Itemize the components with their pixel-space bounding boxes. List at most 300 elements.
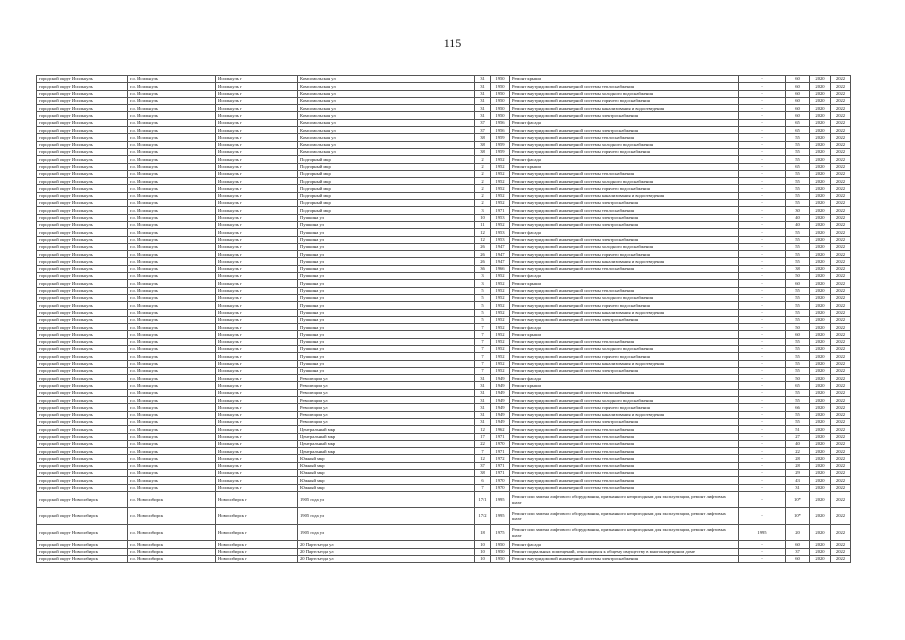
cell-work-type: Ремонт фасада [510, 119, 739, 126]
cell-work-type: Ремонт внутридомовой инженерной системы канализования и водоотведения [510, 360, 739, 367]
cell-plan-start-year: 2020 [810, 236, 831, 243]
cell-settlement: Исилькуль г [216, 148, 298, 155]
table-row [37, 316, 851, 323]
cell-street: Южный мкр [298, 462, 475, 469]
cell-last-repair-year: - [739, 331, 786, 338]
cell-locality-district: г.о. Исилькуль [128, 455, 216, 462]
cell-plan-end-year: 2022 [831, 360, 851, 367]
cell-locality-district: г.о. Исилькуль [128, 207, 216, 214]
cell-last-repair-year: 1995 [739, 524, 786, 541]
cell-settlement: Исилькуль г [216, 141, 298, 148]
cell-wear-percent: 60 [786, 556, 810, 563]
cell-locality-district: г.о. Исилькуль [128, 258, 216, 265]
cell-plan-end-year: 2022 [831, 192, 851, 199]
cell-build-year: 1952 [491, 331, 510, 338]
cell-settlement: Исилькуль г [216, 163, 298, 170]
cell-plan-end-year: 2022 [831, 200, 851, 207]
cell-house-number: 31 [475, 382, 491, 389]
cell-locality-district: г.о. Исилькуль [128, 477, 216, 484]
cell-wear-percent: 60 [786, 112, 810, 119]
cell-settlement: Новосибирск г [216, 548, 298, 555]
cell-work-type: Ремонт фасада [510, 375, 739, 382]
cell-municipality: городской округ Исилькуль [37, 90, 128, 97]
cell-plan-start-year: 2020 [810, 389, 831, 396]
cell-plan-start-year: 2020 [810, 541, 831, 548]
cell-municipality: городской округ Исилькуль [37, 302, 128, 309]
cell-work-type: Ремонт внутридомовой инженерной системы теплоснабжения [510, 470, 739, 477]
cell-municipality: городской округ Исилькуль [37, 462, 128, 469]
cell-house-number: 11 [475, 221, 491, 228]
cell-house-number: 31 [475, 389, 491, 396]
cell-build-year: 1962 [491, 426, 510, 433]
cell-settlement: Исилькуль г [216, 397, 298, 404]
cell-municipality: городской округ Исилькуль [37, 243, 128, 250]
table-row [37, 524, 851, 541]
cell-locality-district: г.о. Исилькуль [128, 309, 216, 316]
cell-work-type: Ремонт внутридомовой инженерной системы электроснабжения [510, 221, 739, 228]
table-row [37, 185, 851, 192]
cell-last-repair-year: - [739, 302, 786, 309]
cell-build-year: 1953 [491, 214, 510, 221]
cell-locality-district: г.о. Исилькуль [128, 148, 216, 155]
cell-house-number: 36 [475, 265, 491, 272]
cell-work-type: Ремонт внутридомовой инженерной системы теплоснабжения [510, 426, 739, 433]
cell-municipality: городской округ Исилькуль [37, 287, 128, 294]
cell-locality-district: г.о. Исилькуль [128, 170, 216, 177]
cell-plan-end-year: 2022 [831, 426, 851, 433]
cell-house-number: 3 [475, 273, 491, 280]
cell-street: Подгорный мкр [298, 170, 475, 177]
cell-street: Пушкина ул [298, 243, 475, 250]
cell-house-number: 7 [475, 331, 491, 338]
cell-plan-start-year: 2020 [810, 462, 831, 469]
cell-wear-percent: 55 [786, 353, 810, 360]
cell-locality-district: г.о. Новосибирск [128, 556, 216, 563]
cell-municipality: городской округ Исилькуль [37, 470, 128, 477]
cell-settlement: Исилькуль г [216, 302, 298, 309]
cell-plan-start-year: 2020 [810, 302, 831, 309]
cell-house-number: 5 [475, 309, 491, 316]
cell-build-year: 1949 [491, 389, 510, 396]
cell-street: Революции ул [298, 404, 475, 411]
cell-street: Пушкина ул [298, 280, 475, 287]
cell-work-type: Ремонт внутридомовой инженерной системы канализования и водоотведения [510, 192, 739, 199]
cell-plan-end-year: 2022 [831, 433, 851, 440]
cell-work-type: Ремонт крыши [510, 76, 739, 83]
cell-plan-start-year: 2020 [810, 404, 831, 411]
cell-build-year: 1952 [491, 287, 510, 294]
cell-settlement: Исилькуль г [216, 251, 298, 258]
cell-build-year: 1952 [491, 345, 510, 352]
cell-settlement: Исилькуль г [216, 367, 298, 374]
cell-work-type: Ремонт внутридомовой инженерной системы канализования и водоотведения [510, 411, 739, 418]
cell-street: Комсомольская ул [298, 97, 475, 104]
cell-municipality: городской округ Исилькуль [37, 214, 128, 221]
cell-plan-start-year: 2020 [810, 265, 831, 272]
cell-plan-end-year: 2022 [831, 221, 851, 228]
cell-last-repair-year: - [739, 170, 786, 177]
cell-house-number: 26 [475, 251, 491, 258]
cell-municipality: городской округ Новосибирск [37, 541, 128, 548]
cell-build-year: 1950 [491, 76, 510, 83]
table-row [37, 470, 851, 477]
cell-plan-end-year: 2022 [831, 185, 851, 192]
cell-locality-district: г.о. Исилькуль [128, 418, 216, 425]
cell-locality-district: г.о. Исилькуль [128, 448, 216, 455]
cell-wear-percent: 55 [786, 397, 810, 404]
cell-plan-end-year: 2022 [831, 404, 851, 411]
cell-house-number: 2 [475, 185, 491, 192]
cell-municipality: городской округ Исилькуль [37, 433, 128, 440]
cell-settlement: Исилькуль г [216, 97, 298, 104]
cell-last-repair-year: - [739, 229, 786, 236]
cell-settlement: Исилькуль г [216, 90, 298, 97]
cell-street: Комсомольская ул [298, 134, 475, 141]
cell-plan-start-year: 2020 [810, 524, 831, 541]
cell-plan-start-year: 2020 [810, 229, 831, 236]
cell-locality-district: г.о. Исилькуль [128, 97, 216, 104]
cell-locality-district: г.о. Исилькуль [128, 156, 216, 163]
cell-settlement: Исилькуль г [216, 324, 298, 331]
cell-plan-end-year: 2022 [831, 163, 851, 170]
cell-settlement: Исилькуль г [216, 353, 298, 360]
cell-street: Подгорный мкр [298, 163, 475, 170]
cell-last-repair-year: - [739, 76, 786, 83]
cell-wear-percent: 60 [786, 541, 810, 548]
cell-plan-end-year: 2022 [831, 316, 851, 323]
cell-settlement: Исилькуль г [216, 265, 298, 272]
cell-wear-percent: 40 [786, 221, 810, 228]
cell-settlement: Исилькуль г [216, 418, 298, 425]
cell-municipality: городской округ Исилькуль [37, 273, 128, 280]
cell-settlement: Исилькуль г [216, 360, 298, 367]
cell-build-year: 1949 [491, 375, 510, 382]
cell-locality-district: г.о. Исилькуль [128, 83, 216, 90]
cell-street: Центральный мкр [298, 440, 475, 447]
cell-settlement: Исилькуль г [216, 134, 298, 141]
cell-house-number: 31 [475, 397, 491, 404]
cell-municipality: городской округ Новосибирск [37, 556, 128, 563]
cell-plan-start-year: 2020 [810, 178, 831, 185]
cell-plan-end-year: 2022 [831, 462, 851, 469]
cell-wear-percent: 55 [786, 316, 810, 323]
cell-wear-percent: 55 [786, 389, 810, 396]
cell-work-type: Ремонт внутридомовой инженерной системы теплоснабжения [510, 170, 739, 177]
cell-locality-district: г.о. Исилькуль [128, 221, 216, 228]
cell-last-repair-year: - [739, 273, 786, 280]
cell-settlement: Исилькуль г [216, 170, 298, 177]
cell-plan-start-year: 2020 [810, 426, 831, 433]
cell-settlement: Исилькуль г [216, 375, 298, 382]
cell-wear-percent: 50 [786, 375, 810, 382]
cell-plan-end-year: 2022 [831, 375, 851, 382]
cell-build-year: 1971 [491, 433, 510, 440]
cell-plan-end-year: 2022 [831, 178, 851, 185]
table-row [37, 273, 851, 280]
cell-plan-start-year: 2020 [810, 221, 831, 228]
cell-work-type: Ремонт внутридомовой инженерной системы канализования и водоотведения [510, 105, 739, 112]
cell-house-number: 31 [475, 418, 491, 425]
cell-last-repair-year: - [739, 309, 786, 316]
cell-house-number: 12 [475, 426, 491, 433]
cell-work-type: Ремонт внутридомовой инженерной системы теплоснабжения [510, 433, 739, 440]
cell-plan-end-year: 2022 [831, 397, 851, 404]
cell-municipality: городской округ Исилькуль [37, 324, 128, 331]
cell-street: Пушкина ул [298, 229, 475, 236]
cell-build-year: 1949 [491, 418, 510, 425]
cell-municipality: городской округ Исилькуль [37, 448, 128, 455]
cell-plan-start-year: 2020 [810, 484, 831, 491]
table-row [37, 331, 851, 338]
cell-settlement: Исилькуль г [216, 127, 298, 134]
cell-house-number: 31 [475, 76, 491, 83]
cell-house-number: 12 [475, 229, 491, 236]
cell-municipality: городской округ Исилькуль [37, 258, 128, 265]
cell-house-number: 38 [475, 134, 491, 141]
cell-last-repair-year: - [739, 338, 786, 345]
cell-municipality: городской округ Исилькуль [37, 105, 128, 112]
cell-last-repair-year: - [739, 97, 786, 104]
cell-street: Пушкина ул [298, 302, 475, 309]
cell-locality-district: г.о. Исилькуль [128, 353, 216, 360]
cell-street: Комсомольская ул [298, 83, 475, 90]
table-row [37, 200, 851, 207]
cell-wear-percent: 55 [786, 141, 810, 148]
cell-settlement: Исилькуль г [216, 105, 298, 112]
cell-locality-district: г.о. Исилькуль [128, 426, 216, 433]
cell-plan-end-year: 2022 [831, 265, 851, 272]
cell-settlement: Исилькуль г [216, 462, 298, 469]
cell-municipality: городской округ Исилькуль [37, 127, 128, 134]
cell-wear-percent: 55 [786, 200, 810, 207]
cell-settlement: Исилькуль г [216, 229, 298, 236]
cell-settlement: Исилькуль г [216, 470, 298, 477]
cell-build-year: 1952 [491, 316, 510, 323]
cell-plan-end-year: 2022 [831, 389, 851, 396]
cell-build-year: 1953 [491, 229, 510, 236]
cell-plan-end-year: 2022 [831, 243, 851, 250]
cell-house-number: 17 [475, 433, 491, 440]
cell-work-type: Ремонт внутридомовой инженерной системы холодного водоснабжения [510, 90, 739, 97]
cell-settlement: Исилькуль г [216, 192, 298, 199]
cell-locality-district: г.о. Исилькуль [128, 360, 216, 367]
cell-work-type: Ремонт или замена лифтового оборудования, признанного непригодным для эксплуатации, ремонт лифтовых шахт [510, 524, 739, 541]
cell-locality-district: г.о. Исилькуль [128, 316, 216, 323]
cell-settlement: Исилькуль г [216, 404, 298, 411]
cell-house-number: 5 [475, 302, 491, 309]
cell-locality-district: г.о. Исилькуль [128, 302, 216, 309]
cell-work-type: Ремонт внутридомовой инженерной системы холодного водоснабжения [510, 397, 739, 404]
cell-wear-percent: 55 [786, 148, 810, 155]
cell-municipality: городской округ Исилькуль [37, 141, 128, 148]
cell-house-number: 7 [475, 484, 491, 491]
cell-last-repair-year: - [739, 484, 786, 491]
cell-last-repair-year: - [739, 127, 786, 134]
cell-last-repair-year: - [739, 90, 786, 97]
cell-street: Пушкина ул [298, 360, 475, 367]
cell-municipality: городской округ Исилькуль [37, 163, 128, 170]
cell-wear-percent: 65 [786, 119, 810, 126]
cell-wear-percent: 50 [786, 324, 810, 331]
cell-build-year: 1952 [491, 294, 510, 301]
cell-locality-district: г.о. Исилькуль [128, 127, 216, 134]
cell-locality-district: г.о. Исилькуль [128, 287, 216, 294]
cell-municipality: городской округ Исилькуль [37, 440, 128, 447]
cell-house-number: 7 [475, 353, 491, 360]
cell-settlement: Исилькуль г [216, 484, 298, 491]
cell-municipality: городской округ Исилькуль [37, 76, 128, 83]
cell-locality-district: г.о. Исилькуль [128, 141, 216, 148]
cell-build-year: 1971 [491, 470, 510, 477]
cell-wear-percent: 55 [786, 243, 810, 250]
cell-wear-percent: 55 [786, 258, 810, 265]
cell-settlement: Новосибирск г [216, 556, 298, 563]
table-row [37, 448, 851, 455]
cell-municipality: городской округ Исилькуль [37, 367, 128, 374]
cell-locality-district: г.о. Исилькуль [128, 185, 216, 192]
cell-build-year: 1949 [491, 411, 510, 418]
cell-last-repair-year: - [739, 411, 786, 418]
cell-work-type: Ремонт внутридомовой инженерной системы теплоснабжения [510, 389, 739, 396]
cell-house-number: 5 [475, 294, 491, 301]
cell-street: Пушкина ул [298, 353, 475, 360]
cell-house-number: 17/1 [475, 491, 491, 508]
cell-work-type: Ремонт фасада [510, 324, 739, 331]
cell-municipality: городской округ Исилькуль [37, 119, 128, 126]
cell-settlement: Исилькуль г [216, 243, 298, 250]
cell-settlement: Новосибирск г [216, 491, 298, 508]
cell-build-year: 1952 [491, 185, 510, 192]
table-row [37, 156, 851, 163]
cell-build-year: 1952 [491, 156, 510, 163]
cell-street: Подгорный мкр [298, 156, 475, 163]
cell-work-type: Ремонт или замена лифтового оборудования, признанного непригодным для эксплуатации, ремонт лифтовых шахт [510, 508, 739, 525]
cell-municipality: городской округ Исилькуль [37, 280, 128, 287]
table-row [37, 141, 851, 148]
cell-wear-percent: 55 [786, 309, 810, 316]
table-row [37, 83, 851, 90]
cell-municipality: городской округ Исилькуль [37, 97, 128, 104]
cell-street: Революции ул [298, 375, 475, 382]
cell-last-repair-year: - [739, 83, 786, 90]
cell-settlement: Новосибирск г [216, 508, 298, 525]
table-row [37, 294, 851, 301]
cell-locality-district: г.о. Исилькуль [128, 134, 216, 141]
cell-municipality: городской округ Исилькуль [37, 375, 128, 382]
cell-municipality: городской округ Исилькуль [37, 156, 128, 163]
cell-last-repair-year: - [739, 148, 786, 155]
cell-municipality: городской округ Новосибирск [37, 491, 128, 508]
cell-settlement: Новосибирск г [216, 541, 298, 548]
cell-plan-end-year: 2022 [831, 229, 851, 236]
cell-street: Комсомольская ул [298, 119, 475, 126]
cell-last-repair-year: - [739, 163, 786, 170]
cell-settlement: Исилькуль г [216, 382, 298, 389]
cell-plan-end-year: 2022 [831, 280, 851, 287]
cell-wear-percent: 55 [786, 251, 810, 258]
cell-locality-district: г.о. Новосибирск [128, 548, 216, 555]
cell-last-repair-year: - [739, 207, 786, 214]
table-row [37, 338, 851, 345]
table-row [37, 508, 851, 525]
cell-plan-start-year: 2020 [810, 214, 831, 221]
cell-house-number: 2 [475, 178, 491, 185]
table-row [37, 345, 851, 352]
cell-plan-start-year: 2020 [810, 76, 831, 83]
cell-house-number: 31 [475, 90, 491, 97]
cell-municipality: городской округ Исилькуль [37, 426, 128, 433]
cell-house-number: 2 [475, 156, 491, 163]
cell-plan-end-year: 2022 [831, 170, 851, 177]
cell-plan-end-year: 2022 [831, 418, 851, 425]
cell-street: Пушкина ул [298, 316, 475, 323]
cell-last-repair-year: - [739, 200, 786, 207]
cell-work-type: Ремонт внутридомовой инженерной системы теплоснабжения [510, 440, 739, 447]
cell-last-repair-year: - [739, 243, 786, 250]
cell-street: Южный мкр [298, 484, 475, 491]
cell-plan-start-year: 2020 [810, 83, 831, 90]
cell-last-repair-year: - [739, 236, 786, 243]
cell-locality-district: г.о. Исилькуль [128, 382, 216, 389]
cell-plan-end-year: 2022 [831, 112, 851, 119]
cell-street: Комсомольская ул [298, 76, 475, 83]
cell-street: 1905 года ул [298, 508, 475, 525]
cell-plan-end-year: 2022 [831, 448, 851, 455]
cell-locality-district: г.о. Исилькуль [128, 90, 216, 97]
cell-house-number: 2 [475, 200, 491, 207]
cell-last-repair-year: - [739, 404, 786, 411]
cell-last-repair-year: - [739, 280, 786, 287]
cell-plan-start-year: 2020 [810, 309, 831, 316]
cell-municipality: городской округ Исилькуль [37, 382, 128, 389]
cell-street: Пушкина ул [298, 236, 475, 243]
cell-plan-end-year: 2022 [831, 353, 851, 360]
cell-settlement: Исилькуль г [216, 280, 298, 287]
cell-work-type: Ремонт внутридомовой инженерной системы горячего водоснабжения [510, 97, 739, 104]
cell-plan-start-year: 2020 [810, 185, 831, 192]
cell-street: Пушкина ул [298, 265, 475, 272]
cell-street: Центральный мкр [298, 448, 475, 455]
cell-build-year: 1959 [491, 148, 510, 155]
cell-wear-percent: 55 [786, 367, 810, 374]
cell-build-year: 1947 [491, 258, 510, 265]
cell-last-repair-year: - [739, 418, 786, 425]
cell-house-number: 31 [475, 105, 491, 112]
cell-house-number: 7 [475, 448, 491, 455]
cell-build-year: 1953 [491, 236, 510, 243]
cell-locality-district: г.о. Исилькуль [128, 178, 216, 185]
cell-work-type: Ремонт внутридомовой инженерной системы теплоснабжения [510, 134, 739, 141]
cell-wear-percent: 55 [786, 185, 810, 192]
cell-plan-start-year: 2020 [810, 112, 831, 119]
cell-build-year: 1950 [491, 541, 510, 548]
cell-plan-end-year: 2022 [831, 236, 851, 243]
cell-municipality: городской округ Исилькуль [37, 112, 128, 119]
table-row [37, 477, 851, 484]
cell-house-number: 5 [475, 316, 491, 323]
cell-build-year: 1975 [491, 524, 510, 541]
table-row [37, 134, 851, 141]
cell-build-year: 1995 [491, 508, 510, 525]
cell-wear-percent: 55 [786, 192, 810, 199]
table-row [37, 243, 851, 250]
cell-municipality: городской округ Исилькуль [37, 265, 128, 272]
cell-plan-start-year: 2020 [810, 397, 831, 404]
table-row [37, 353, 851, 360]
cell-locality-district: г.о. Исилькуль [128, 397, 216, 404]
table-row [37, 433, 851, 440]
cell-build-year: 1952 [491, 200, 510, 207]
